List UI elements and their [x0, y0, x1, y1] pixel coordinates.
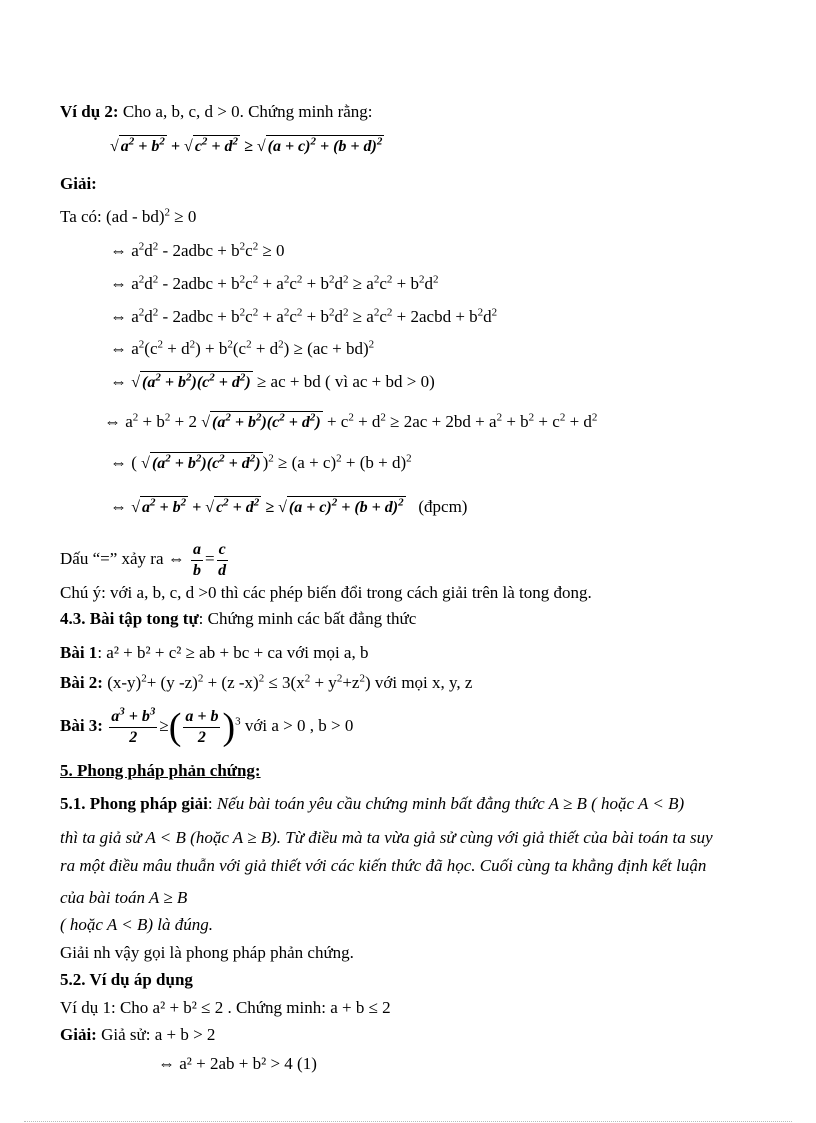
section-4-3: 4.3. Bài tập tong tự: Chứng minh các bất đẳng thức	[60, 609, 417, 628]
equality-condition: Dấu “=” xảy ra ⇔ $\frac{a}{b}$ = $\frac{c}{d}$	[60, 540, 227, 579]
exercise-3: Bài 3: $\frac{a^3 + b^3}{2}$ ≥( $\frac{a + b}{2}$ )$^3$ với a > 0 , b > 0	[60, 705, 354, 749]
proof-line-5: ⇔ √ $(a^2 + b^2)(c^2 + d^2)$ ≥ ac + bd ( vì ac + bd > 0)	[110, 371, 435, 394]
page-footer-divider	[24, 1121, 792, 1122]
proof-line-2: ⇔ $a^2d^2$ - 2adbc + $b^2c^2 + a^2c^2 + b^2d^2 \ge a^2c^2 + b^2d^2$	[110, 273, 439, 293]
example-text: Cho a, b, c, d > 0. Chứng minh rằng:	[122, 102, 373, 121]
qed: (đpcm)	[418, 497, 468, 516]
proof-line-0: Ta có: (ad - bd)$^2$ ≥ 0	[60, 206, 197, 226]
method-name: Giải nh vậy gọi là phong pháp phản chứng.	[60, 943, 354, 962]
proof-line-6: ⇔ $a^2 + b^2 + 2$ √ $(a^2 + b^2)(c^2 + d^2) + c^2 + d^2 \ge 2ac + 2bd + a^2 + b^2 + c^2 + d^2$	[104, 411, 597, 434]
proof-line-3: ⇔ $a^2d^2$ - 2adbc + $b^2c^2 + a^2c^2 + b^2d^2 \ge a^2c^2$ + 2acbd + $b^2d^2$	[110, 306, 498, 326]
example-1: Ví dụ 1: Cho a² + b² ≤ 2 . Chứng minh: a + b ≤ 2	[60, 998, 391, 1017]
section-5-1-line4: của bài toán A ≥ B	[60, 888, 188, 907]
solution-2: Giải: Giả sử: a + b > 2	[60, 1025, 216, 1044]
section-5-2-heading: 5.2. Ví dụ áp dụng	[60, 970, 193, 989]
section-5-1-line5: ( hoặc A < B) là đúng.	[60, 915, 213, 934]
proof-line-1: ⇔ $a^2d^2$ - 2adbc + $b^2c^2 \ge 0$	[110, 240, 285, 260]
exercise-2: Bài 2: $(x-y)^2+ (y$ -z)$^2$ + (z $-x)^2 \le 3(x^2 + y^2+z^2)$ với mọi x, y, z	[60, 672, 473, 692]
proof-line-8: ⇔ √ $a^2 + b^2$ + √ $c^2 + d^2$ ≥ √ $(a + c)^2 + (b + d)^2$ (đpcm)	[110, 496, 467, 519]
proof-line-7: ⇔ ( √ $(a^2 + b^2)(c^2 + d^2) )^2 \ge (a + c)^2 + (b + d)^2$	[110, 452, 412, 475]
section-5-1-line3: ra một điều mâu thuẫn với giả thiết với các kiến thức đã học. Cuối cùng ta khẳng định kết luận	[60, 856, 707, 875]
example-label: Ví dụ 2:	[60, 102, 119, 121]
section-5-1-line2: thì ta giả sử A < B (hoặc A ≥ B). Từ điều mà ta vừa giả sử cùng với giả thiết của bài toán ta suy	[60, 828, 713, 847]
proof-last-line: ⇔ a² + 2ab + b² > 4 (1)	[158, 1054, 317, 1073]
section-5-heading: 5. Phong pháp phản chứng:	[60, 761, 261, 780]
proof-line-4: ⇔ $a^2(c^2 + d^2) + b^2(c^2 + d^2) \ge (ac + bd)^2$	[110, 338, 375, 358]
note: Chú ý: với a, b, c, d >0 thì các phép biến đổi trong cách giải trên là tong đong.	[60, 583, 592, 602]
formula-main: √ $a^2 + b^2$ + √ $c^2 + d^2$ ≥ √ $(a + c)^2 + (b + d)^2$	[110, 135, 384, 158]
exercise-1: Bài 1: a² + b² + c² ≥ ab + bc + ca với mọi a, b	[60, 643, 369, 662]
example-2	[60, 101, 373, 123]
solution-heading: Giải:	[60, 174, 97, 193]
section-5-1-line1: 5.1. Phong pháp giải: Nếu bài toán yêu cầu chứng minh bất đẳng thức A ≥ B ( hoặc A < B)	[60, 794, 685, 813]
